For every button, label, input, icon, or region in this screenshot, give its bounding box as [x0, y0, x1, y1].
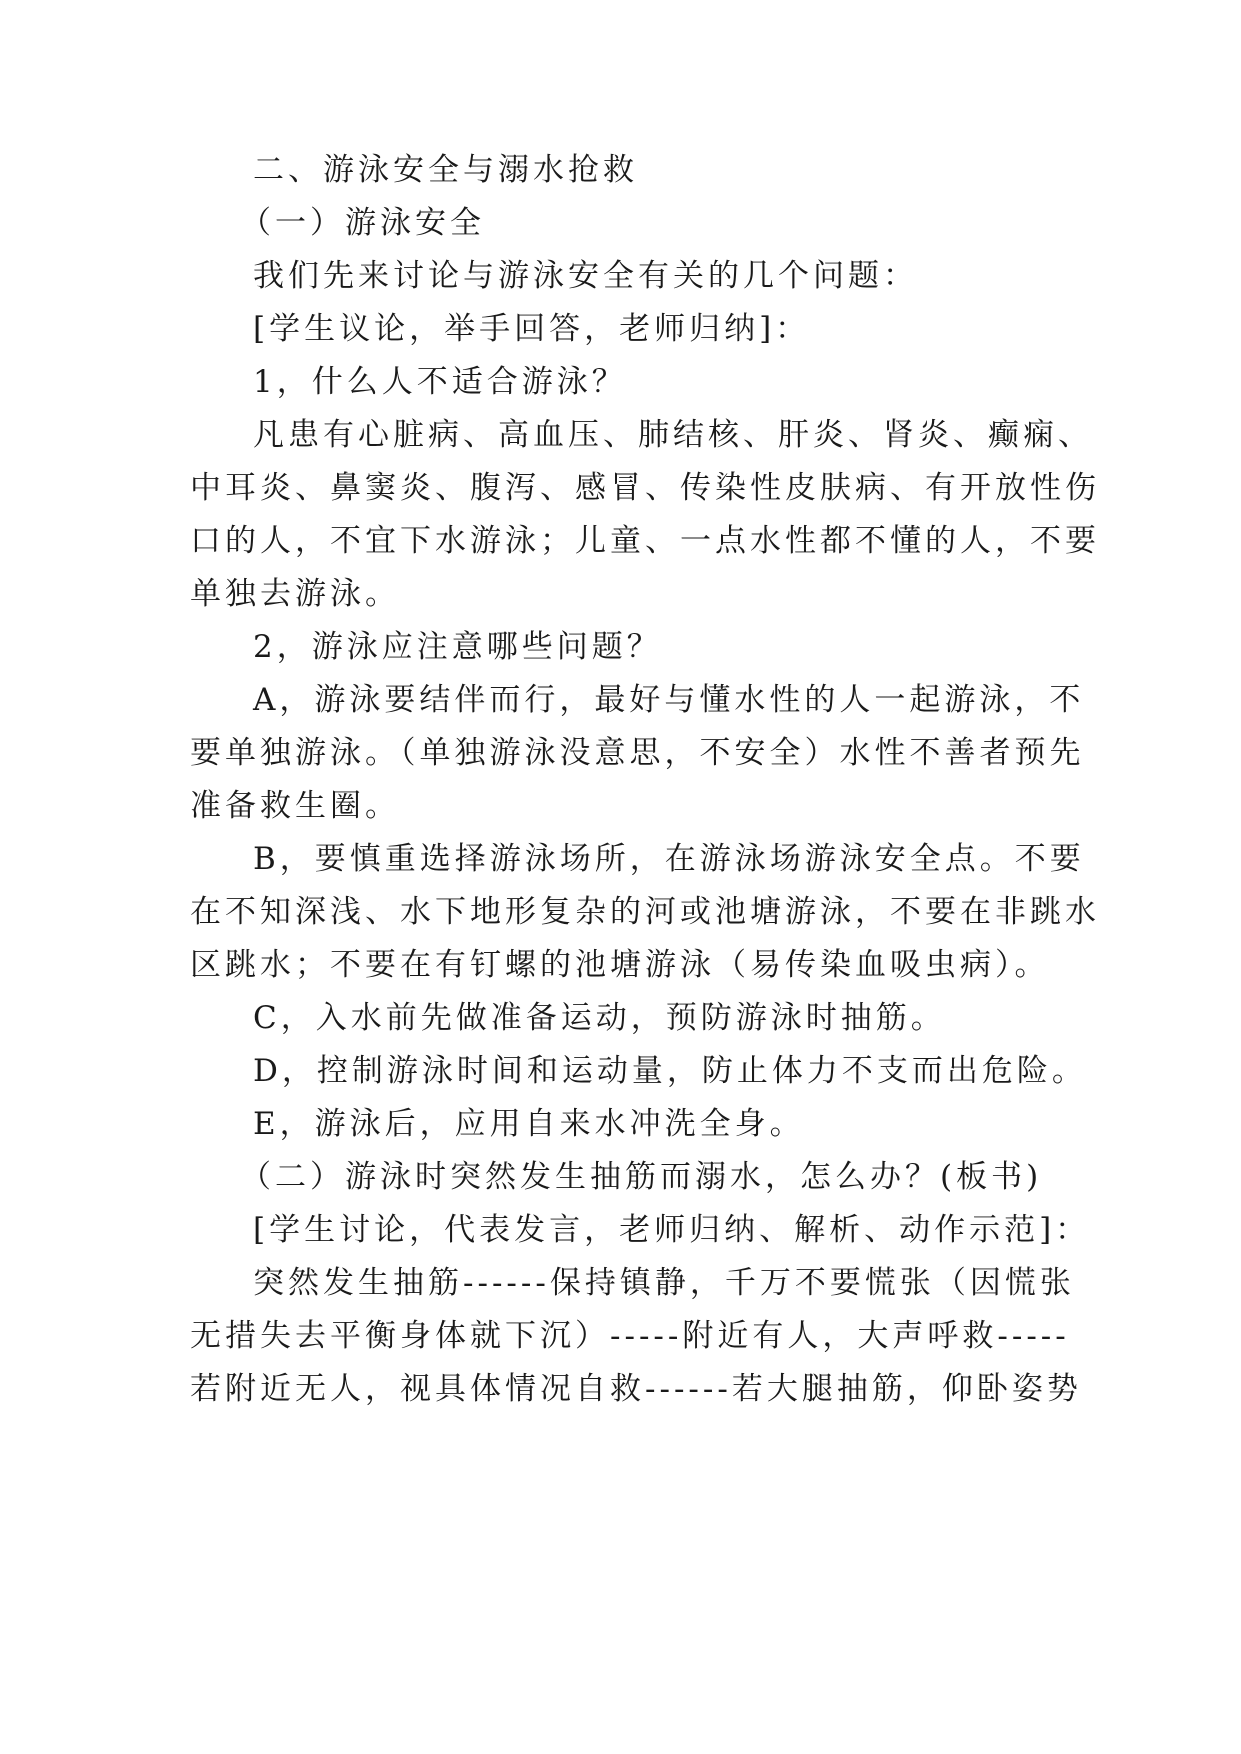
paragraph-line: E，游泳后，应用自来水冲洗全身。: [253, 1106, 805, 1142]
paragraph-line: 我们先来讨论与游泳安全有关的几个问题：: [253, 258, 918, 294]
paragraph-line: 准备救生圈。: [190, 788, 400, 824]
paragraph-line: 中耳炎、鼻窦炎、腹泻、感冒、传染性皮肤病、有开放性伤: [190, 470, 1100, 506]
paragraph-line: D，控制游泳时间和运动量，防止体力不支而出危险。: [253, 1053, 1087, 1089]
paragraph-line: A，游泳要结伴而行，最好与懂水性的人一起游泳，不: [253, 682, 1085, 718]
paragraph-line: 突然发生抽筋------保持镇静，千万不要慌张（因慌张: [253, 1265, 1075, 1301]
section-heading: 二、游泳安全与溺水抢救: [253, 152, 638, 188]
paragraph-line: 凡患有心脏病、高血压、肺结核、肝炎、肾炎、癫痫、: [253, 417, 1093, 453]
paragraph-line: B，要慎重选择游泳场所，在游泳场游泳安全点。不要: [253, 841, 1085, 877]
paragraph-line: [学生讨论，代表发言，老师归纳、解析、动作示范]：: [253, 1212, 1091, 1248]
subsection-heading: （二）游泳时突然发生抽筋而溺水，怎么办？(板书): [240, 1159, 1043, 1195]
paragraph-line: 要单独游泳。（单独游泳没意思，不安全）水性不善者预先: [190, 735, 1085, 771]
question-heading: 2，游泳应注意哪些问题？: [253, 629, 662, 665]
paragraph-line: 在不知深浅、水下地形复杂的河或池塘游泳，不要在非跳水: [190, 894, 1100, 930]
paragraph-line: 单独去游泳。: [190, 576, 400, 612]
question-heading: 1，什么人不适合游泳？: [253, 364, 627, 400]
paragraph-line: 若附近无人，视具体情况自救------若大腿抽筋，仰卧姿势: [190, 1371, 1082, 1407]
paragraph-line: 口的人，不宜下水游泳；儿童、一点水性都不懂的人，不要: [190, 523, 1100, 559]
subsection-heading: （一）游泳安全: [240, 205, 485, 241]
paragraph-line: 区跳水；不要在有钉螺的池塘游泳（易传染血吸虫病）。: [190, 947, 1050, 983]
paragraph-line: 无措失去平衡身体就下沉）-----附近有人，大声呼救-----: [190, 1318, 1070, 1354]
paragraph-line: [学生议论，举手回答，老师归纳]：: [253, 311, 811, 347]
paragraph-line: C，入水前先做准备运动，预防游泳时抽筋。: [253, 1000, 946, 1036]
